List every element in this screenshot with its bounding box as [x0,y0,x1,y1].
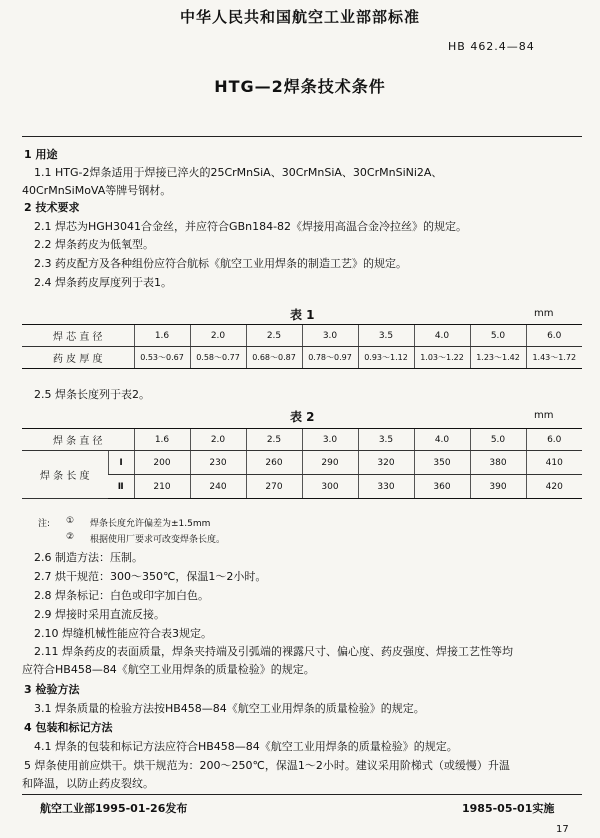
table-cell: 4.0 [414,325,470,347]
table-cell: 290 [302,451,358,475]
clause-2-11-continued: 应符合HB458—84《航空工业用焊条的质量检验》的规定。 [22,663,315,676]
clause-2-6: 2.6 制造方法：压制。 [34,551,143,564]
clause-2-8: 2.8 焊条标记：白色或印字加白色。 [34,589,209,602]
table-cell: 0.58～0.77 [190,347,246,369]
document-title: HTG—2焊条技术条件 [214,77,386,96]
section-3-heading: 3 检验方法 [24,683,80,696]
table-cell: 3.0 [302,325,358,347]
table-cell: 270 [246,475,302,499]
clause-5: 5 焊条使用前应烘干。烘干规范为：200～250℃，保温1～2小时。建议采用阶梯式（或缓慢）升温 [24,759,510,772]
table-cell: 410 [526,451,582,475]
table-cell: 1.23～1.42 [470,347,526,369]
table-cell: 300 [302,475,358,499]
section-1-heading: 1 用途 [24,148,58,161]
clause-2-1: 2.1 焊芯为HGH3041合金丝，并应符合GBn184-82《焊接用高温合金冷拉丝》的规定。 [34,220,468,233]
section-4-heading: 4 包装和标记方法 [24,721,113,734]
table-cell: 3.5 [358,325,414,347]
table-cell: 230 [190,451,246,475]
table-cell: 2.5 [246,325,302,347]
table-1-diameter-label: 焊 芯 直 径 [22,325,134,347]
table-1-thickness-label: 药 皮 厚 度 [22,347,134,369]
table-cell: 240 [190,475,246,499]
section-2-heading: 2 技术要求 [24,201,80,214]
clause-2-11: 2.11 焊条药皮的表面质量，焊条夹持端及引弧端的裸露尺寸、偏心度、药皮强度、焊接工艺性等均 [34,645,513,658]
table-1-unit: mm [534,308,554,319]
table-cell: 2.5 [246,429,302,451]
table-2-class-1: Ⅰ [108,451,134,475]
table-cell: 1.03～1.22 [414,347,470,369]
clause-2-2: 2.2 焊条药皮为低氧型。 [34,238,154,251]
table-2-class-2: Ⅱ [108,475,134,499]
table-row [22,451,582,475]
notes-label: 注: [38,519,51,529]
note-1: 焊条长度允许偏差为±1.5mm [90,519,211,529]
clause-1-1: 1.1 HTG-2焊条适用于焊接已淬火的25CrMnSiA、30CrMnSiA、30CrMnSiNi2A、 [34,166,443,179]
table-cell: 3.0 [302,429,358,451]
table-cell: 5.0 [470,325,526,347]
table-cell: 320 [358,451,414,475]
table-cell: 260 [246,451,302,475]
table-cell: 0.68～0.87 [246,347,302,369]
clause-2-10: 2.10 焊缝机械性能应符合表3规定。 [34,627,212,640]
table-2-electrode-length [22,428,582,499]
table-2-diameter-label: 焊 条 直 径 [22,429,134,451]
standard-authority-header: 中华人民共和国航空工业部部标准 [179,8,420,26]
issue-date: 航空工业部1995-01-26发布 [40,802,188,815]
table-cell: 4.0 [414,429,470,451]
table-cell: 0.93～1.12 [358,347,414,369]
table-1-coating-thickness [22,324,582,369]
table-cell: 6.0 [526,429,582,451]
clause-4-1: 4.1 焊条的包装和标记方法应符合HB458—84《航空工业用焊条的质量检验》的规定。 [34,740,458,753]
table-cell: 2.0 [190,429,246,451]
top-divider [22,136,582,137]
table-2-unit: mm [534,410,554,421]
note-2-marker: ② [66,532,75,542]
table-cell: 6.0 [526,325,582,347]
table-cell: 350 [414,451,470,475]
clause-5-continued: 和降温，以防止药皮裂纹。 [22,777,154,790]
table-cell: 0.53～0.67 [134,347,190,369]
table-row [22,429,582,451]
table-cell: 330 [358,475,414,499]
note-2: 根据使用厂要求可改变焊条长度。 [90,535,226,545]
table-cell: 1.6 [134,429,190,451]
clause-2-4: 2.4 焊条药皮厚度列于表1。 [34,276,172,289]
bottom-divider [22,794,582,795]
table-cell: 360 [414,475,470,499]
clause-2-9: 2.9 焊接时采用直流反接。 [34,608,165,621]
table-cell: 1.6 [134,325,190,347]
clause-2-5: 2.5 焊条长度列于表2。 [34,388,150,401]
table-cell: 1.43～1.72 [526,347,582,369]
table-2-caption: 表 2 [290,410,315,424]
table-1-caption: 表 1 [290,308,315,322]
table-cell: 5.0 [470,429,526,451]
table-cell: 380 [470,451,526,475]
table-cell: 3.5 [358,429,414,451]
clause-1-1-continued: 40CrMnSiMoVA等牌号钢材。 [22,184,172,197]
note-1-marker: ① [66,516,75,526]
table-row [22,347,582,369]
table-cell: 210 [134,475,190,499]
table-row [22,325,582,347]
table-cell: 200 [134,451,190,475]
table-cell: 390 [470,475,526,499]
clause-2-3: 2.3 药皮配方及各种组份应符合航标《航空工业用焊条的制造工艺》的规定。 [34,257,407,270]
page-number: 17 [556,824,569,835]
table-cell: 2.0 [190,325,246,347]
clause-3-1: 3.1 焊条质量的检验方法按HB458—84《航空工业用焊条的质量检验》的规定。 [34,702,425,715]
clause-2-7: 2.7 烘干规范：300～350℃，保温1～2小时。 [34,570,267,583]
table-2-length-label: 焊 条 长 度 [22,451,108,499]
table-cell: 420 [526,475,582,499]
effective-date: 1985-05-01实施 [462,802,555,815]
document-number: HB 462.4—84 [448,40,535,53]
table-cell: 0.78～0.97 [302,347,358,369]
